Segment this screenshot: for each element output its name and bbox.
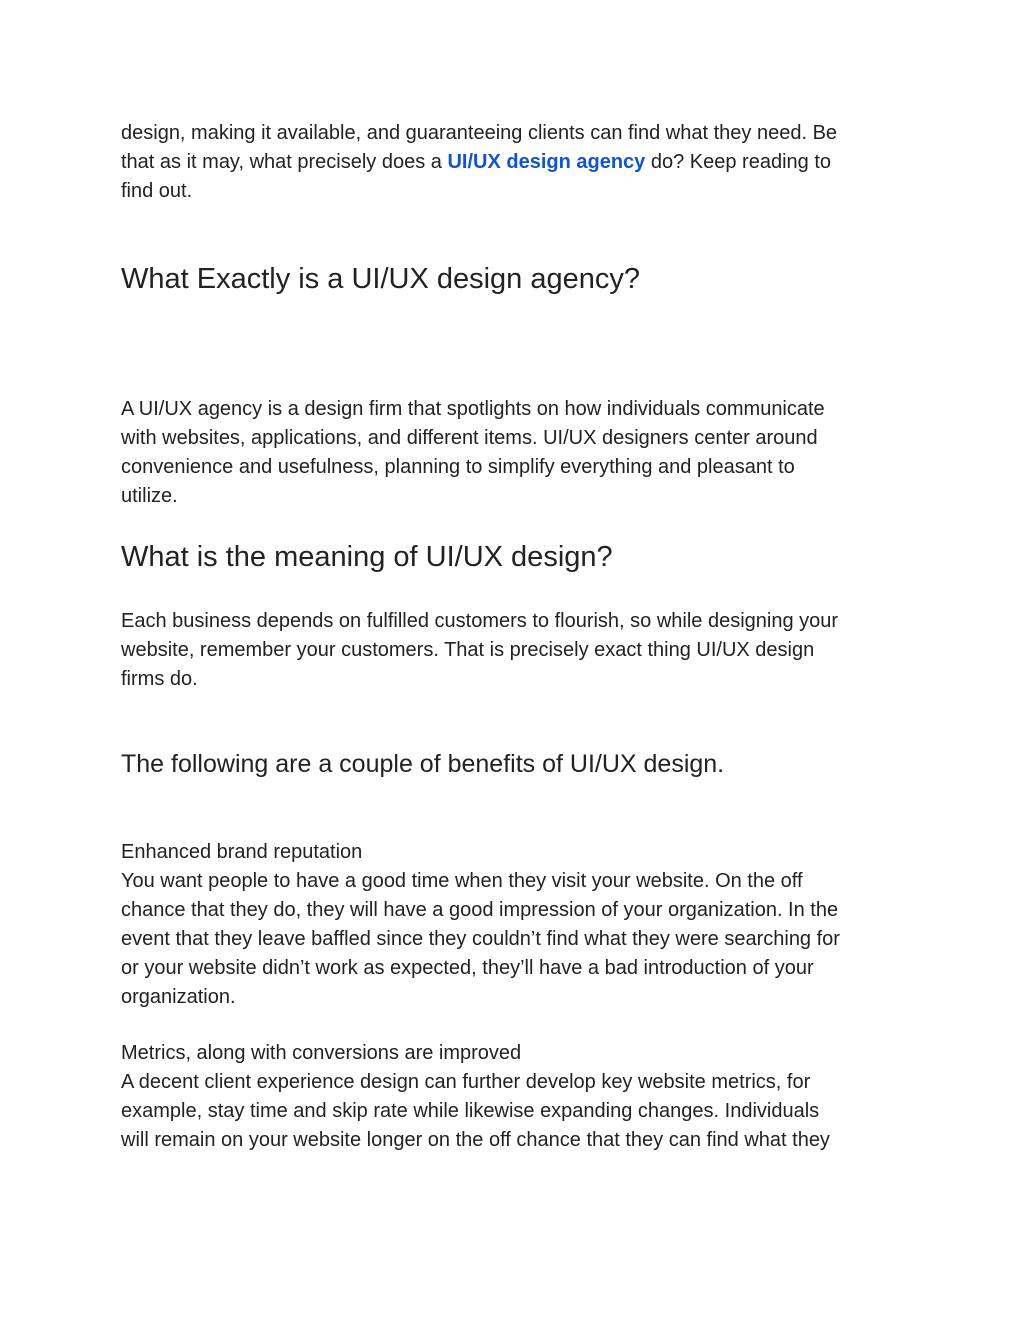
benefit-title: Metrics, along with conversions are improved <box>121 1042 522 1064</box>
benefit-line: will remain on your website longer on the off chance that they can find what they <box>121 1129 830 1151</box>
section1-line: with websites, applications, and different items. UI/UX designers center around <box>121 427 818 449</box>
benefit-reputation-block <box>121 838 921 1012</box>
intro-line-2-start: that as it may, what precisely does a <box>121 151 448 173</box>
intro-line-2-end: do? Keep reading to <box>645 151 831 173</box>
benefit-line: organization. <box>121 986 236 1008</box>
ui-ux-design-agency-link[interactable]: UI/UX design agency <box>447 151 646 173</box>
intro-line-2 <box>121 148 921 177</box>
section2-line: Each business depends on fulfilled customers to flourish, so while designing your <box>121 610 839 632</box>
benefit-line: or your website didn’t work as expected, they’ll have a bad introduction of your <box>121 957 814 979</box>
section-heading-what-exactly: What Exactly is a UI/UX design agency? <box>121 263 641 295</box>
benefit-title: Enhanced brand reputation <box>121 841 363 863</box>
intro-line-3: find out. <box>121 180 193 202</box>
section1-line: utilize. <box>121 485 178 507</box>
intro-paragraph <box>121 119 921 206</box>
section2-line: firms do. <box>121 668 198 690</box>
benefit-metrics-block <box>121 1039 921 1155</box>
section-heading-meaning: What is the meaning of UI/UX design? <box>121 541 613 573</box>
benefit-line: You want people to have a good time when they visit your website. On the off <box>121 870 803 892</box>
section1-line: convenience and usefulness, planning to simplify everything and pleasant to <box>121 456 795 478</box>
benefit-line: A decent client experience design can further develop key website metrics, for <box>121 1071 811 1093</box>
section2-paragraph <box>121 607 921 694</box>
intro-line-1: design, making it available, and guaranteeing clients can find what they need. Be <box>121 122 838 144</box>
benefit-line: chance that they do, they will have a good impression of your organization. In the <box>121 899 839 921</box>
section2-line: website, remember your customers. That is precisely exact thing UI/UX design <box>121 639 815 661</box>
section-heading-benefits: The following are a couple of benefits of UI/UX design. <box>121 750 725 778</box>
benefit-line: event that they leave baffled since they couldn’t find what they were searching for <box>121 928 840 950</box>
section1-line: A UI/UX agency is a design firm that spotlights on how individuals communicate <box>121 398 825 420</box>
benefit-line: example, stay time and skip rate while likewise expanding changes. Individuals <box>121 1100 820 1122</box>
section1-paragraph <box>121 395 921 511</box>
